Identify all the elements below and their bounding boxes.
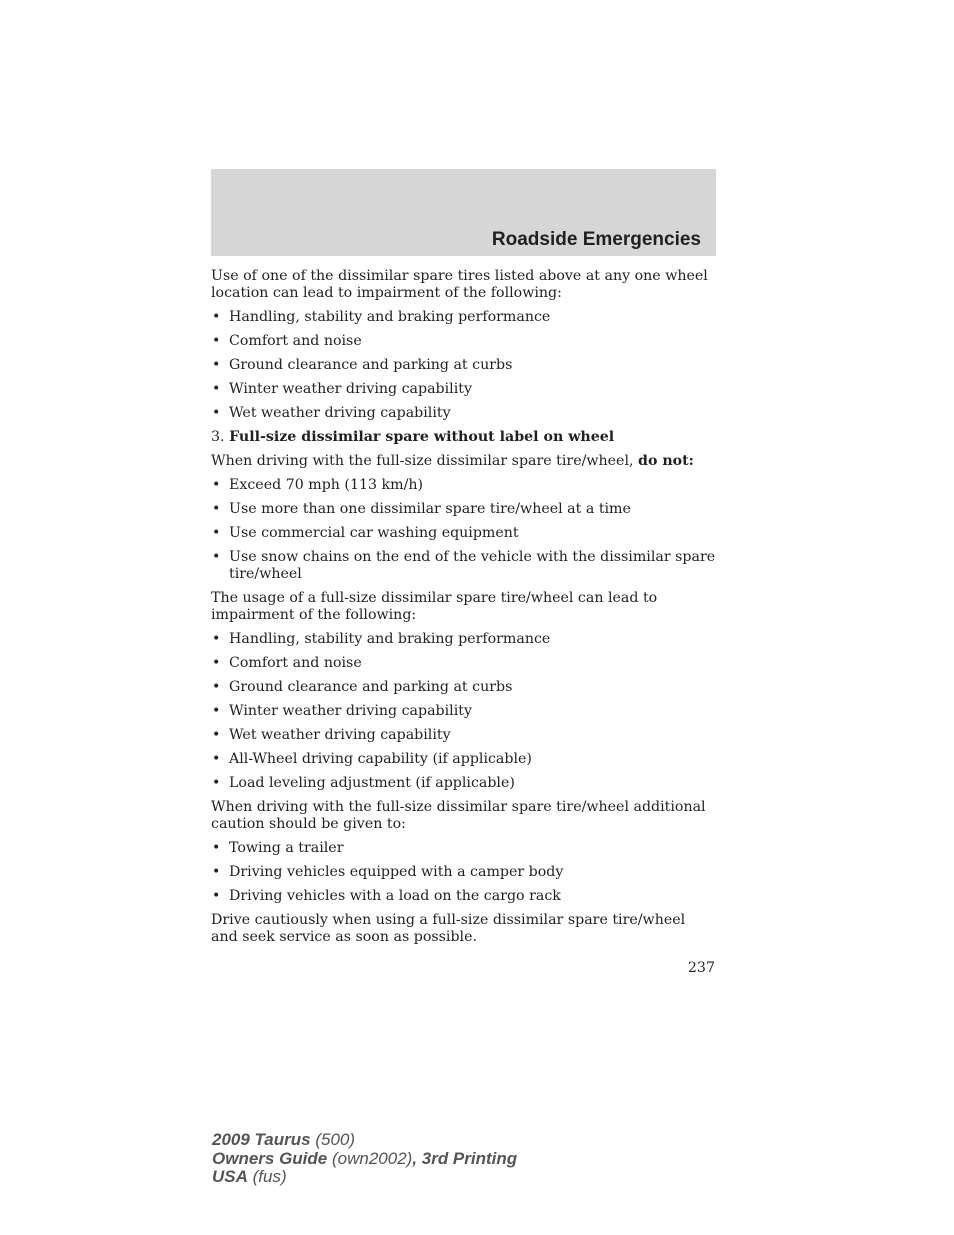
- list-item: • Comfort and noise: [211, 333, 716, 350]
- list-item: • Driving vehicles with a load on the cargo rack: [211, 888, 716, 905]
- footer-line-guide: [212, 1150, 517, 1169]
- footer-model: 2009 Taurus: [212, 1130, 311, 1149]
- footer-guide: Owners Guide: [212, 1148, 328, 1168]
- heading-number: 3.: [211, 429, 225, 445]
- usage-paragraph: The usage of a full-size dissimilar spare tire/wheel can lead to impairment of the following:: [211, 590, 658, 623]
- footer-guide-code: (own2002): [331, 1148, 413, 1168]
- driving-paragraph: [211, 453, 716, 470]
- intro-paragraph: Use of one of the dissimilar spare tires listed above at any one wheel location can lead to impairment of the following:: [211, 268, 708, 301]
- do-not-list: [211, 477, 716, 583]
- list-item: • Ground clearance and parking at curbs: [211, 357, 716, 374]
- section-title: Roadside Emergencies: [491, 229, 701, 250]
- driving-emphasis: do not:: [638, 453, 694, 469]
- list-item: • Wet weather driving capability: [211, 405, 716, 422]
- list-item: • Winter weather driving capability: [211, 703, 716, 720]
- list-item: • Handling, stability and braking performance: [211, 309, 716, 326]
- closing-paragraph: Drive cautiously when using a full-size dissimilar spare tire/wheel and seek service as soon as possible.: [211, 912, 686, 945]
- list-item: • All-Wheel driving capability (if applicable): [211, 751, 716, 768]
- driving-text: When driving with the full-size dissimilar spare tire/wheel,: [211, 453, 634, 469]
- list-item: • Load leveling adjustment (if applicable): [211, 775, 716, 792]
- caution-list: [211, 840, 716, 905]
- usage-impairment-list: [211, 631, 716, 792]
- list-item: • Driving vehicles equipped with a camper body: [211, 864, 716, 881]
- list-item: • Use commercial car washing equipment: [211, 525, 716, 542]
- list-item: • Ground clearance and parking at curbs: [211, 679, 716, 696]
- numbered-heading: [211, 429, 716, 446]
- footer-printing: , 3rd Printing: [412, 1148, 518, 1168]
- list-item: • Handling, stability and braking performance: [211, 631, 716, 648]
- page-body: [211, 268, 716, 953]
- list-item: • Exceed 70 mph (113 km/h): [211, 477, 716, 494]
- heading-title: Full-size dissimilar spare without label on wheel: [229, 429, 615, 445]
- list-item: • Winter weather driving capability: [211, 381, 716, 398]
- footer-line-region: [212, 1168, 517, 1187]
- caution-paragraph: When driving with the full-size dissimilar spare tire/wheel additional caution should be given to:: [211, 799, 706, 832]
- impairment-list: [211, 309, 716, 422]
- footer-line-model: [212, 1131, 517, 1150]
- list-item: • Towing a trailer: [211, 840, 716, 857]
- section-header-band: [211, 169, 716, 256]
- document-footer: [212, 1131, 517, 1187]
- list-item: • Comfort and noise: [211, 655, 716, 672]
- footer-model-code: (500): [315, 1130, 356, 1149]
- footer-region: USA: [212, 1167, 248, 1186]
- list-item: • Wet weather driving capability: [211, 727, 716, 744]
- list-item: • Use more than one dissimilar spare tire/wheel at a time: [211, 501, 716, 518]
- footer-region-code: (fus): [252, 1167, 287, 1186]
- list-item: • Use snow chains on the end of the vehicle with the dissimilar spare tire/wheel: [211, 549, 716, 583]
- page-number: 237: [687, 960, 715, 976]
